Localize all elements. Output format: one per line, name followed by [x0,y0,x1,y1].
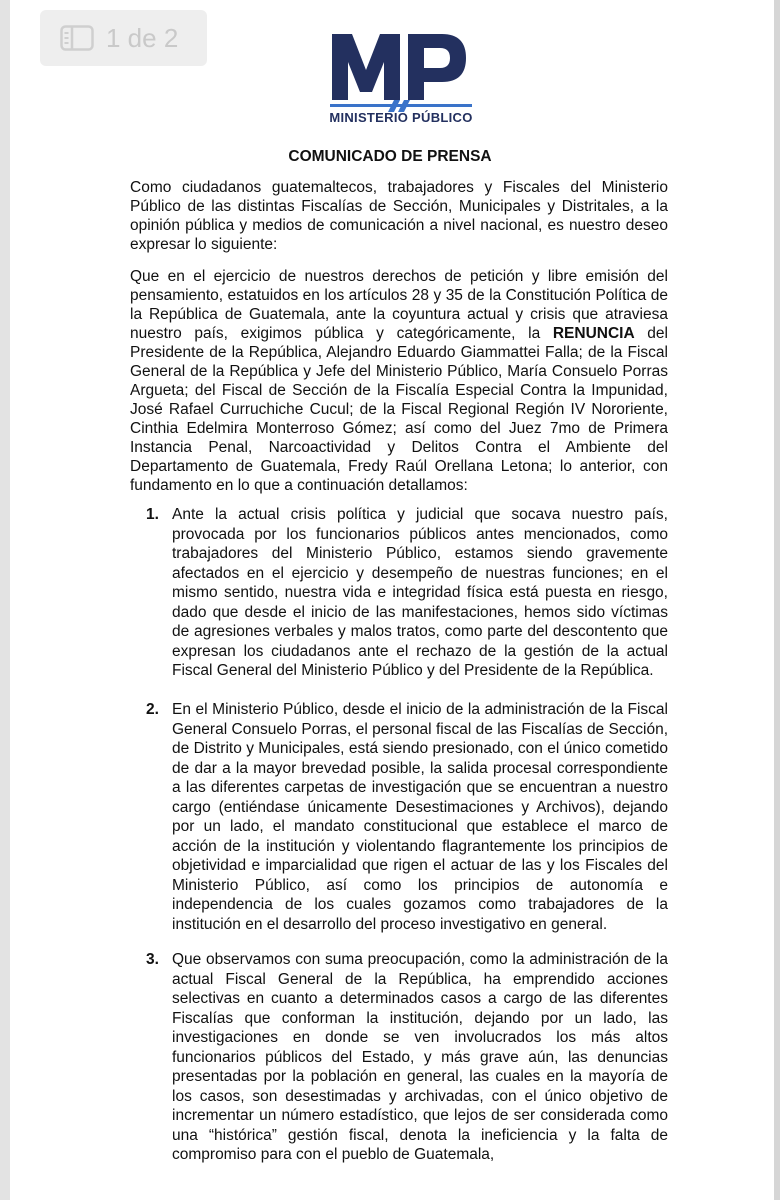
page-right-margin [774,0,780,1200]
page-indicator[interactable] [40,10,207,66]
list-item-number: 3. [146,951,159,968]
list-item-number: 1. [146,506,159,523]
list-item [146,505,668,681]
document-title: COMUNICADO DE PRENSA [288,148,492,165]
demand-text-start: Que en el ejercicio de nuestros derechos de petición y libre emisión del pensamiento, estatuidos en los artículos 28 y 35 de la Constitución Política de la República de Guatemala, ante la coyuntura actual y crisis que atraviesa nuestro país, exigimos pública y categóricamente, la [130,268,668,342]
renuncia-emphasis: RENUNCIA [552,325,635,342]
demand-text-end: del Presidente de la República, Alejandro Eduardo Giammattei Falla; de la Fiscal General de la República y Jefe del Ministerio Público, María Consuelo Porras Argueta; del Fiscal de Sección de la Fiscalía Especial Contra la Impunidad, José Rafael Curruchiche Cucul; de la Fiscal Regional Región IV Nororiente, Cinthia Edelmira Monterroso Gómez; así como del Juez 7mo de Primera Instancia Penal, Narcoactividad y Delitos Contra el Ambiente del Departamento de Guatemala, Fredy Raúl Orellana Letona; lo anterior, con fundamento en lo que a continuación detallamos: [130,325,668,494]
intro-paragraph: Como ciudadanos guatemaltecos, trabajadores y Fiscales del Ministerio Público de las distintas Fiscalías de Sección, Municipales y Distritales, a la opinión pública y medios de comunicación a nivel nacional, es nuestro deseo expresar lo siguiente: [130,179,668,253]
page-indicator-text: 1 de 2 [106,22,179,53]
list-item-number: 2. [146,701,159,718]
list-item-text: Que observamos con suma preocupación, como la administración de la actual Fiscal General de la República, ha emprendido acciones selectivas en cuanto a determinados casos a cargo de las diferentes Fiscalías que conforman la institución, dejando por un lado, las investigaciones en donde se ven involucrados los más altos funcionarios públicos del Estado, y más grave aún, las denuncias presentadas por la población en general, las cuales en la mayoría de los casos, son desestimadas y archivadas, con el único objetivo de incrementar un número estadístico, que lejos de ser considerada como una “histórica” gestión fiscal, denota la ineficiencia y la falta de compromiso para con el pueblo de Guatemala, [172,951,668,1163]
logo-text: MINISTERIO PÚBLICO [329,110,473,125]
list-item [146,950,668,1165]
list-item-text: En el Ministerio Público, desde el inicio de la administración de la Fiscal General Consuelo Porras, el personal fiscal de las Fiscalías de Sección, de Distrito y Municipales, está siendo presionado, con el único cometido de dar a la mayor brevedad posible, la salida procesal correspondiente a las diferentes carpetas de investigación que se encuentran a nuestro cargo (entiéndase únicamente Desestimaciones y Archivos), dejando por un lado, el mandato constitucional que establece el marco de acción de la institución y violentando flagrantemente los principios de objetividad e imparcialidad que rigen el actuar de las y los Fiscales del Ministerio Público, así como los principios de autonomía e independencia de los cuales gozamos como trabajadores de la institución en el desarrollo del proceso investigativo en general. [172,701,668,933]
list-item [146,700,668,934]
list-item-text: Ante la actual crisis política y judicial que socava nuestro país, provocada por los funcionarios públicos antes mencionados, como trabajadores del Ministerio Público, estamos siendo gravemente afectados en el ejercicio y desempeño de nuestras funciones; en el mismo sentido, nuestra vida e integridad física está puesta en riesgo, dado que desde el inicio de las manifestaciones, hemos sido víctimas de agresiones verbales y malos tratos, como parte del descontento que expresan los ciudadanos ante el rechazo de la gestión de la actual Fiscal General del Ministerio Público y del Presidente de la República. [172,506,668,679]
sidebar-icon[interactable] [60,25,94,51]
demand-paragraph [130,267,668,495]
page-left-margin [0,0,10,1200]
